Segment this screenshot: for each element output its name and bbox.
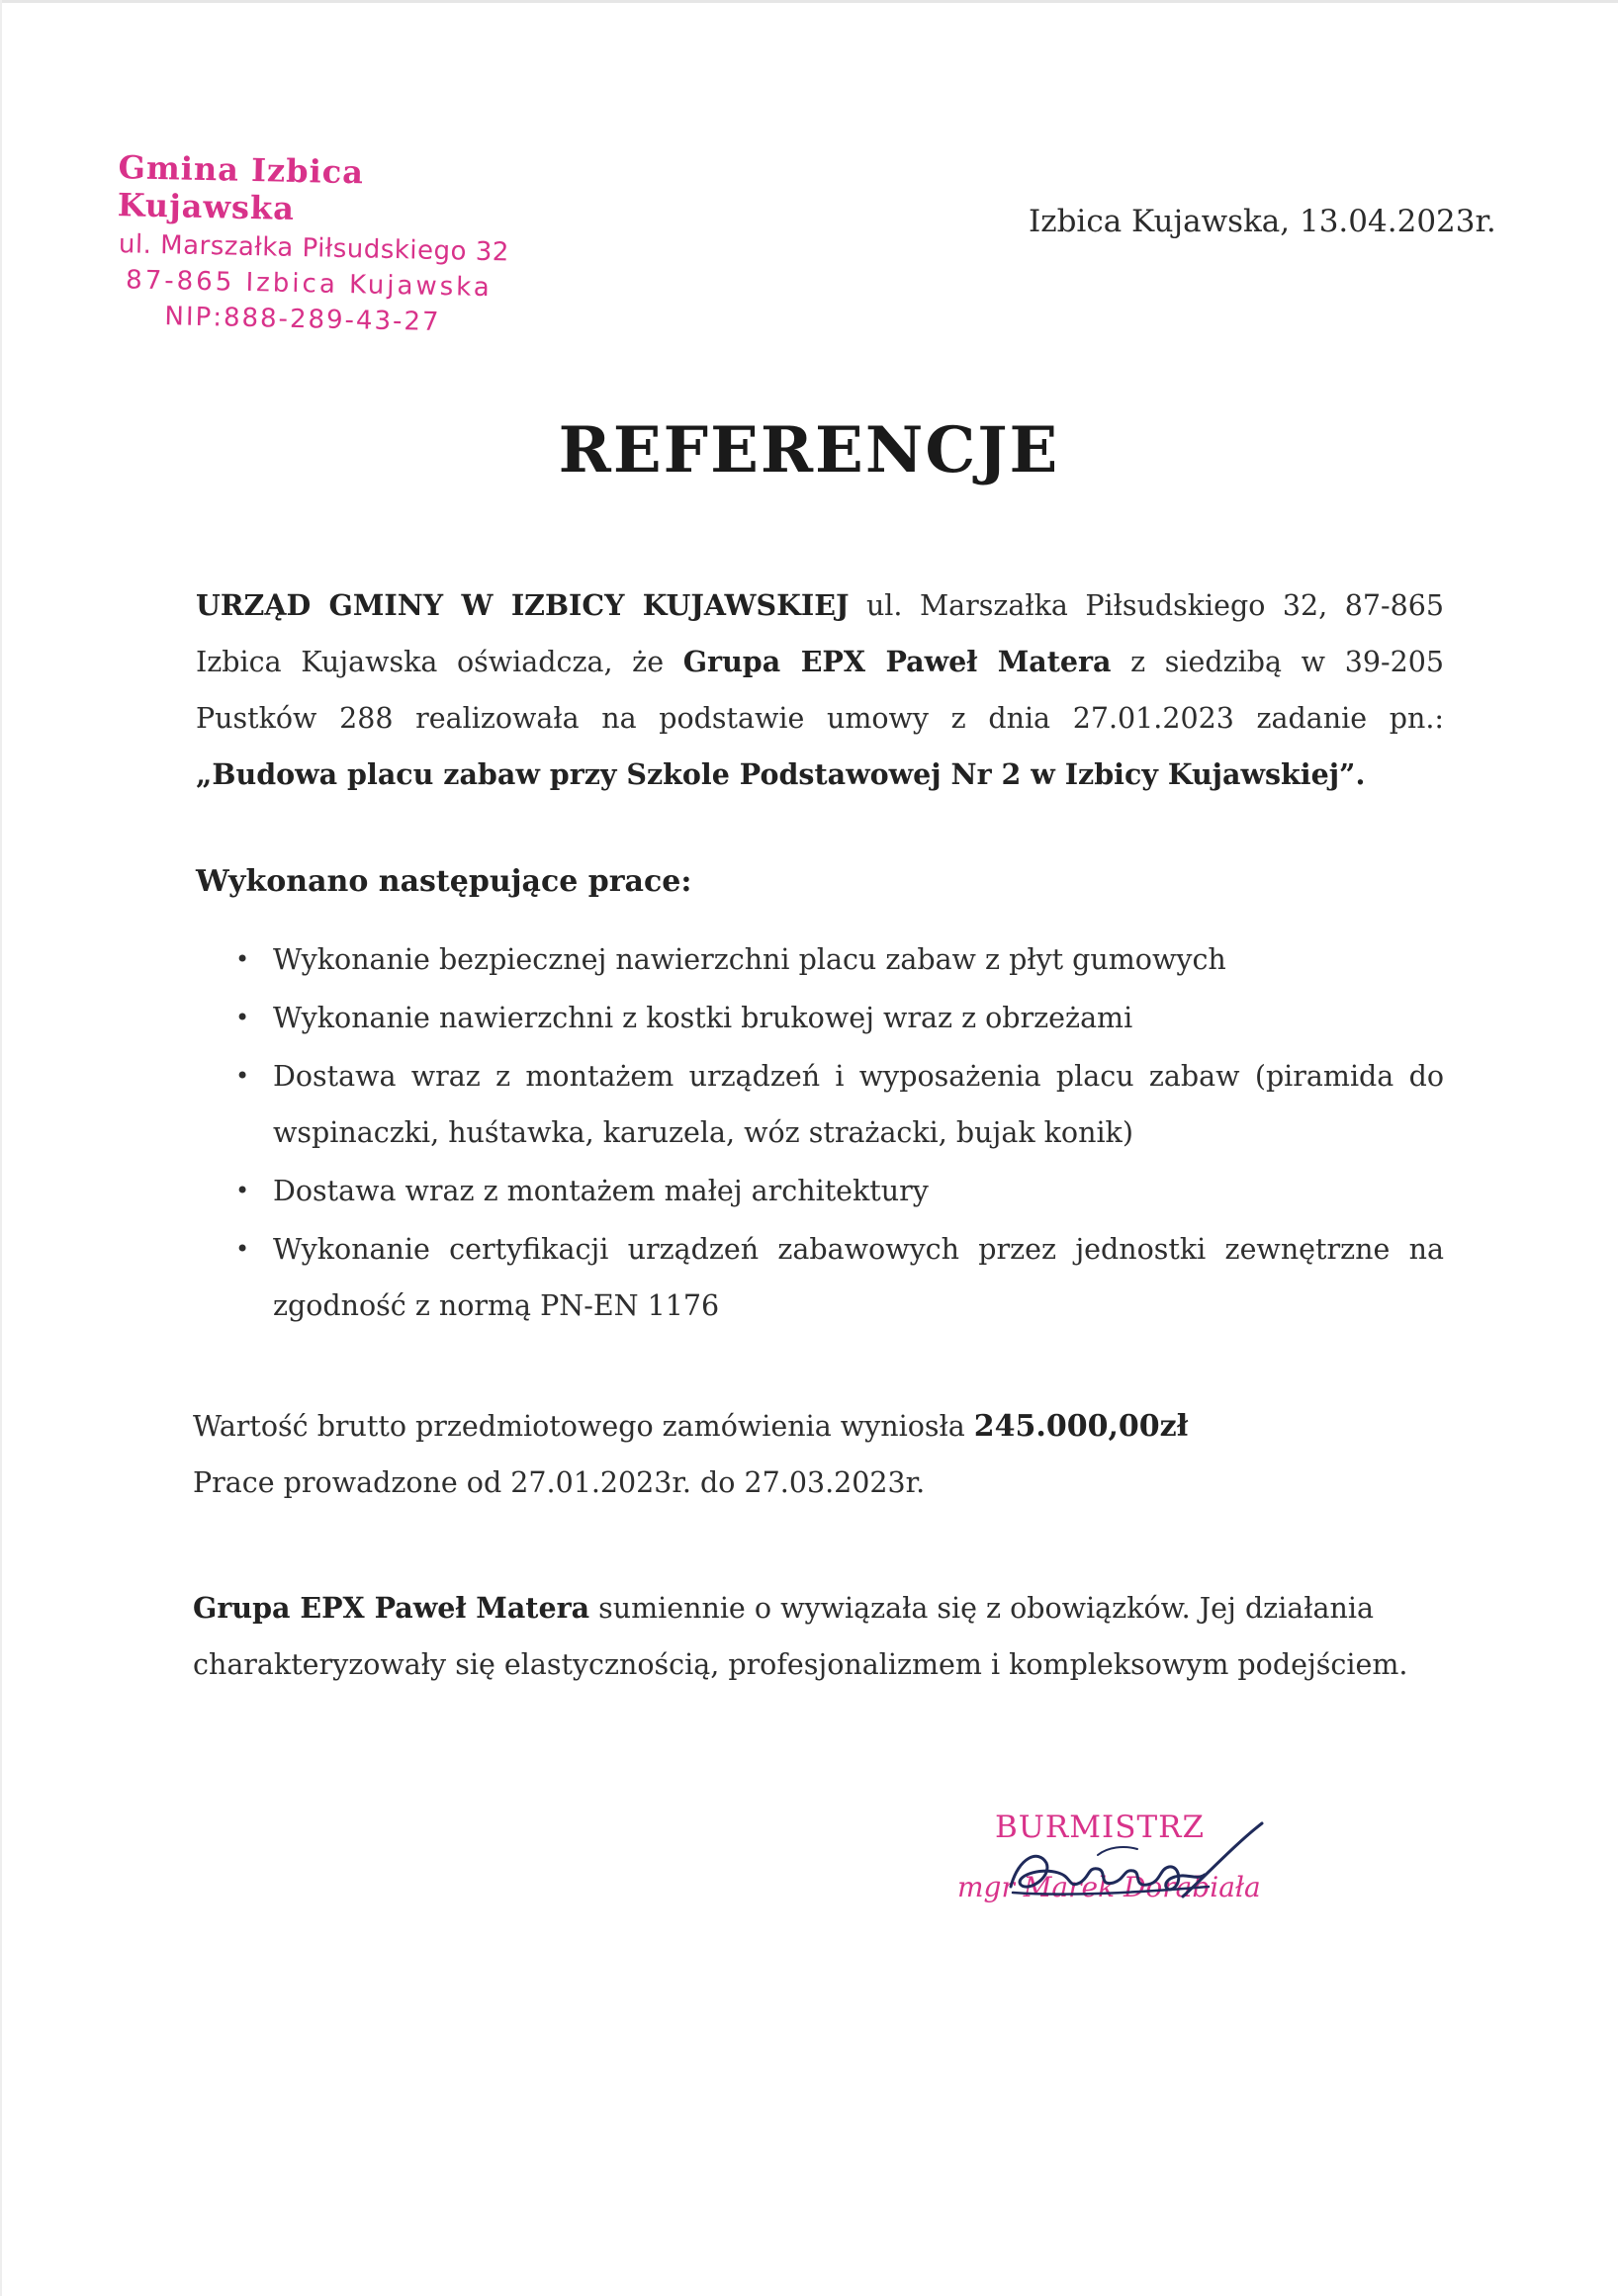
bullet-icon: • — [235, 1177, 250, 1204]
municipality-stamp — [107, 148, 536, 339]
list-item-text: Wykonanie bezpiecznej nawierzchni placu zabaw z płyt gumowych — [273, 943, 1226, 976]
document-date: Izbica Kujawska, 13.04.2023r. — [1029, 204, 1496, 239]
summary-paragraph — [193, 1580, 1449, 1693]
works-heading: Wykonano następujące prace: — [196, 864, 692, 899]
list-item — [196, 990, 1444, 1046]
stamp-name: Gmina Izbica Kujawska — [117, 148, 365, 227]
scan-edge — [0, 0, 1618, 3]
intro-text-2: z siedzibą w 39-205 Pustków 288 realizowała na podstawie umowy z dnia 27.01.2023 zadanie pn.: — [196, 646, 1444, 735]
work-period: Prace prowadzone od 27.01.2023r. do 27.03.2023r. — [193, 1466, 926, 1499]
intro-text-1: ul. Marszałka Piłsudskiego 32, 87-865 Izbica Kujawska oświadcza, że — [196, 589, 1444, 678]
signature-title: BURMISTRZ — [995, 1810, 1206, 1845]
stamp-city: 87-865 Izbica Kujawska — [125, 265, 494, 304]
bullet-icon: • — [235, 1004, 250, 1031]
stamp-street: ul. Marszałka Piłsudskiego 32 — [118, 229, 510, 268]
summary-text: sumiennie o wywiązała się z obowiązków. Jej działania charakteryzowały się elastycznością, profesjonalizmem i kompleksowym podejściem. — [193, 1592, 1408, 1681]
list-item — [196, 1048, 1444, 1161]
contract-value-line — [193, 1398, 1441, 1455]
scan-edge — [0, 0, 2, 2296]
list-item — [196, 1163, 1444, 1219]
handwritten-signature-icon — [949, 1798, 1286, 1946]
intro-paragraph — [196, 577, 1444, 803]
stamp-nip: NIP:888-289-43-27 — [164, 302, 441, 338]
list-item — [196, 931, 1444, 988]
bullet-icon: • — [235, 945, 250, 973]
office-name: URZĄD GMINY W IZBICY KUJAWSKIEJ — [196, 588, 850, 622]
bullet-icon: • — [235, 1062, 250, 1090]
contract-value-block — [193, 1398, 1441, 1511]
bullet-icon: • — [235, 1235, 250, 1263]
contractor-name: Grupa EPX Paweł Matera — [193, 1591, 590, 1625]
list-item — [196, 1221, 1444, 1334]
list-item-text: Dostawa wraz z montażem urządzeń i wyposażenia placu zabaw (piramida do wspinaczki, huśtawka, karuzela, wóz strażacki, bujak konik) — [273, 1060, 1444, 1149]
works-list — [196, 931, 1444, 1336]
document-title: REFERENCJE — [558, 413, 1060, 487]
signature-block — [949, 1798, 1286, 1946]
list-item-text: Wykonanie nawierzchni z kostki brukowej wraz z obrzeżami — [273, 1002, 1133, 1034]
list-item-text: Wykonanie certyfikacji urządzeń zabawowych przez jednostki zewnętrzne na zgodność z normą PN-EN 1176 — [273, 1233, 1444, 1322]
contractor-name: Grupa EPX Paweł Matera — [682, 645, 1112, 678]
signatory-name: mgr Marek Dorabiała — [957, 1871, 1261, 1903]
contract-value-amount: 245.000,00zł — [973, 1409, 1189, 1444]
task-name: „Budowa placu zabaw przy Szkole Podstawowej Nr 2 w Izbicy Kujawskiej”. — [196, 757, 1366, 791]
contract-value-label: Wartość brutto przedmiotowego zamówienia wyniosła — [193, 1410, 974, 1443]
list-item-text: Dostawa wraz z montażem małej architektury — [273, 1175, 929, 1207]
